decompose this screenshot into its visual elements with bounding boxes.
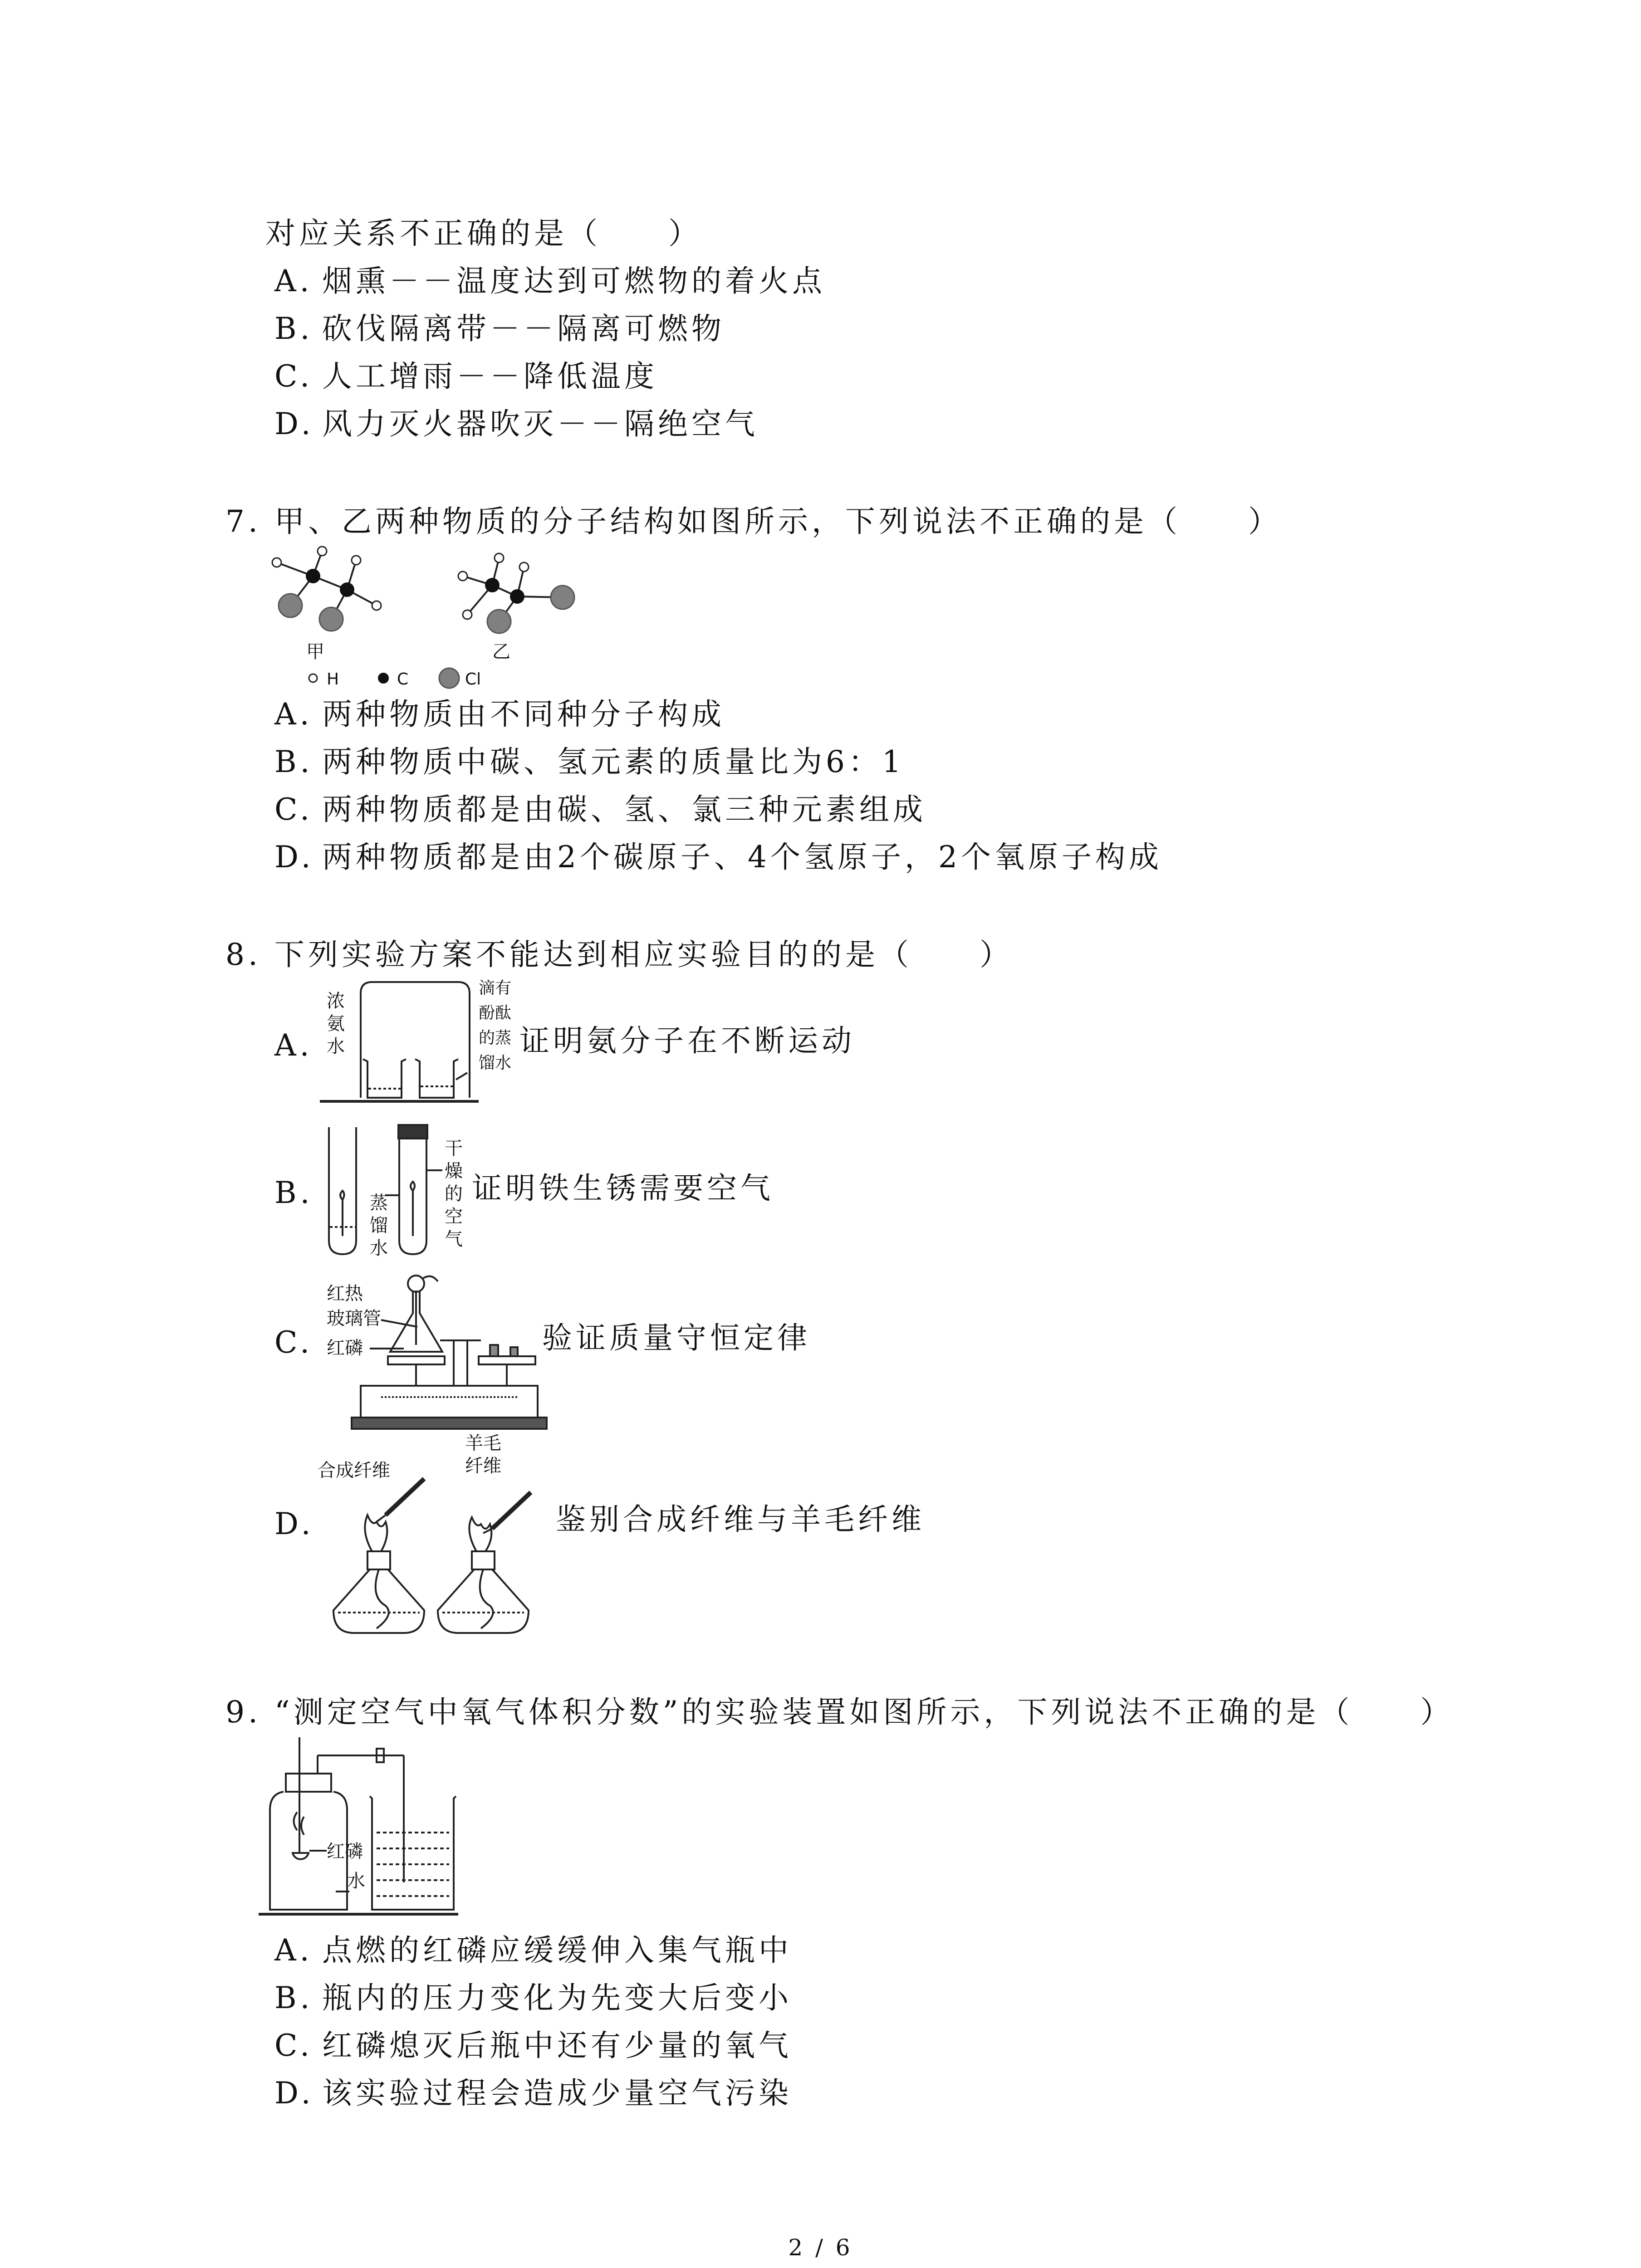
q7-option-d-letter: D. [274, 840, 314, 875]
q9-option-d: 该实验过程会造成少量空气污染 [322, 2076, 792, 2111]
page-number: 2 / 6 [788, 2234, 853, 2261]
q8-option-d-letter: D. [274, 1506, 314, 1541]
label-hechengxianwei: 合成纤维 [318, 1460, 390, 1481]
molecule-jia [272, 547, 381, 631]
q9-stem: 9. “测定空气中氧气体积分数”的实验装置如图所示，下列说法不正确的是（ ） [225, 1695, 1454, 1730]
label-diyou: 滴有 [479, 979, 512, 997]
q7-option-b-letter: B. [274, 744, 314, 779]
q8-option-d: 鉴别合成纤维与羊毛纤维 [556, 1502, 925, 1537]
label-gan: 干 [445, 1138, 463, 1159]
q9-option-a: 点燃的红磷应缓缓伸入集气瓶中 [322, 1933, 792, 1968]
q7-option-c-letter: C. [274, 792, 314, 827]
q6-option-b-letter: B. [274, 311, 314, 346]
q6-option-d-letter: D. [274, 406, 314, 441]
q8-stem: 8. 下列实验方案不能达到相应实验目的的是（ ） [225, 937, 1013, 972]
q6-option-d: 风力灭火器吹灭－－隔绝空气 [322, 406, 759, 441]
q9-option-c-letter: C. [274, 2028, 314, 2063]
q6-stem-continuation: 对应关系不正确的是（ ） [265, 216, 702, 251]
label-qi: 气 [445, 1229, 463, 1250]
q6-option-a: 烟熏－－温度达到可燃物的着火点 [322, 264, 826, 298]
q8a-label-figure [479, 975, 519, 1098]
q8-option-b-letter: B. [274, 1175, 314, 1210]
q8d-fiber-figure [318, 1433, 563, 1647]
q9-oxygen-apparatus-figure [259, 1733, 467, 1923]
q7-option-a-letter: A. [274, 697, 313, 732]
q9-option-c: 红磷熄灭后瓶中还有少量的氧气 [322, 2028, 792, 2063]
label-honglin9: 红磷 [327, 1841, 363, 1862]
label-an: 氨 [327, 1013, 345, 1034]
label-shui2: 水 [370, 1238, 388, 1259]
label-kong: 空 [445, 1206, 463, 1227]
label-bolileiguan: 玻璃管 [327, 1308, 381, 1329]
q6-option-c: 人工增雨－－降低温度 [322, 359, 658, 394]
label-fentai: 酚酞 [479, 1004, 512, 1022]
q8-option-c: 验证质量守恒定律 [542, 1320, 811, 1355]
label-hongre: 红热 [327, 1283, 363, 1304]
label-yi: 乙 [492, 641, 510, 662]
q9-option-b: 瓶内的压力变化为先变大后变小 [322, 1980, 792, 2015]
label-nong: 浓 [327, 991, 345, 1012]
legend-c-icon [378, 673, 389, 684]
q6-option-b: 砍伐隔离带－－隔离可燃物 [322, 311, 725, 346]
legend-cl-icon [439, 668, 459, 688]
molecule-yi [458, 553, 574, 633]
q8b-rust-figure [318, 1123, 481, 1272]
q6-option-a-letter: A. [274, 264, 313, 298]
q9-option-a-letter: A. [274, 1933, 313, 1968]
label-honglin: 红磷 [327, 1338, 363, 1359]
legend-cl: Cl [465, 670, 481, 689]
q7-option-d: 两种物质都是由2个碳原子、4个氢原子，2个氧原子构成 [322, 840, 1162, 875]
q7-option-c: 两种物质都是由碳、氢、氯三种元素组成 [322, 792, 926, 827]
legend-h-icon [309, 674, 317, 682]
q6-option-c-letter: C. [274, 359, 314, 394]
legend-c: C [397, 670, 409, 689]
legend-h: H [327, 670, 339, 689]
label-zao: 燥 [445, 1161, 463, 1182]
label-zheng: 蒸 [370, 1193, 388, 1213]
q7-option-a: 两种物质由不同种分子构成 [322, 697, 725, 732]
label-dezheng: 的蒸 [479, 1029, 512, 1047]
label-de: 的 [445, 1183, 463, 1204]
q7-option-b: 两种物质中碳、氢元素的质量比为6：1 [322, 744, 905, 779]
label-liu: 馏 [370, 1215, 388, 1236]
q8-option-c-letter: C. [274, 1325, 314, 1360]
q8c-balance-figure [318, 1272, 554, 1436]
label-liushui: 馏水 [479, 1054, 512, 1072]
label-jia: 甲 [306, 641, 324, 662]
label-shui: 水 [327, 1036, 345, 1057]
q8a-ammonia-figure [318, 975, 481, 1116]
label-xianwei: 纤维 [465, 1456, 501, 1476]
q8-option-a-letter: A. [274, 1028, 313, 1063]
q9-option-b-letter: B. [274, 1980, 314, 2015]
label-shui9: 水 [347, 1871, 365, 1892]
q7-molecule-figure [263, 542, 590, 696]
label-yangmao: 羊毛 [465, 1433, 501, 1454]
q8-option-a: 证明氨分子在不断运动 [519, 1023, 855, 1058]
q8-option-b: 证明铁生锈需要空气 [472, 1171, 774, 1206]
q9-option-d-letter: D. [274, 2076, 314, 2111]
q7-stem: 7. 甲、乙两种物质的分子结构如图所示，下列说法不正确的是（ ） [225, 504, 1282, 539]
